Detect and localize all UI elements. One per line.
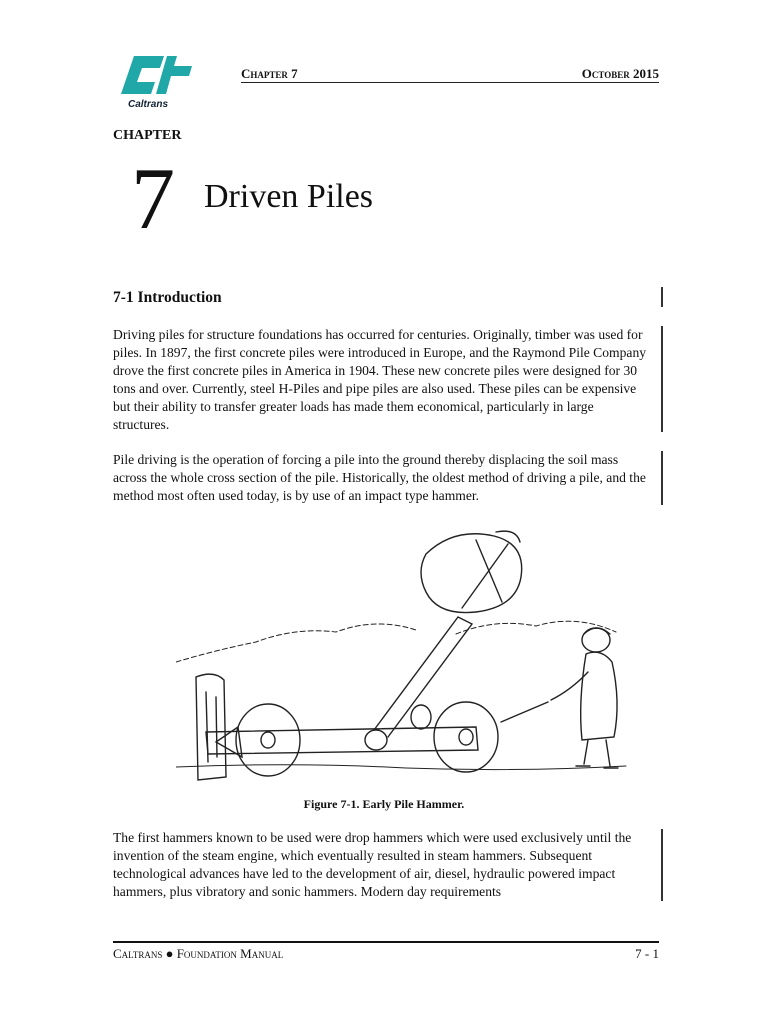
- section-heading: 7-1 Introduction: [113, 289, 222, 306]
- change-bar: [661, 326, 663, 432]
- header-chapter: Chapter 7: [241, 66, 298, 81]
- running-header: [241, 66, 659, 83]
- paragraph-1: Driving piles for structure foundations has occurred for centuries. Originally, timber was used for piles. In 1897, the first concrete piles were introduced in Europe, and the Raymond Pile Company drove the first concrete piles in America in 1904. These new concrete piles were designed for 30 tons and over. Currently, steel H-Piles and pipe piles are also used. These piles can be expensive but their ability to transfer greater loads has made them economical, particularly in large structures.: [113, 327, 647, 432]
- running-footer: [113, 941, 659, 962]
- chapter-label: CHAPTER: [113, 128, 182, 143]
- paragraph-3: The first hammers known to be used were drop hammers which were used exclusively until the invention of the steam engine, which eventually resulted in steam hammers. Subsequent technological advances have led to the development of air, diesel, hydraulic powered impact hammers, plus vibratory and sonic hammers. Modern day requirements: [113, 830, 632, 899]
- logo-wordmark: Caltrans: [128, 99, 169, 110]
- figure-early-pile-hammer: [176, 522, 636, 790]
- paragraph-2: Pile driving is the operation of forcing a pile into the ground thereby displacing the soil mass across the whole cross section of the pile. Historically, the oldest method of driving a pile, and the method most often used today, is by use of an impact type hammer.: [113, 452, 646, 503]
- change-bar: [661, 829, 663, 901]
- header-date: October 2015: [581, 66, 659, 81]
- chapter-number: 7: [131, 151, 175, 248]
- chapter-title: Driven Piles: [204, 178, 374, 215]
- footer-title: Caltrans ● Foundation Manual: [113, 946, 284, 961]
- caltrans-logo: [120, 52, 200, 112]
- figure-caption: Figure 7-1. Early Pile Hammer.: [303, 797, 465, 811]
- change-bar: [661, 451, 663, 505]
- page-number: 7 - 1: [635, 946, 659, 961]
- change-bar: [661, 287, 663, 307]
